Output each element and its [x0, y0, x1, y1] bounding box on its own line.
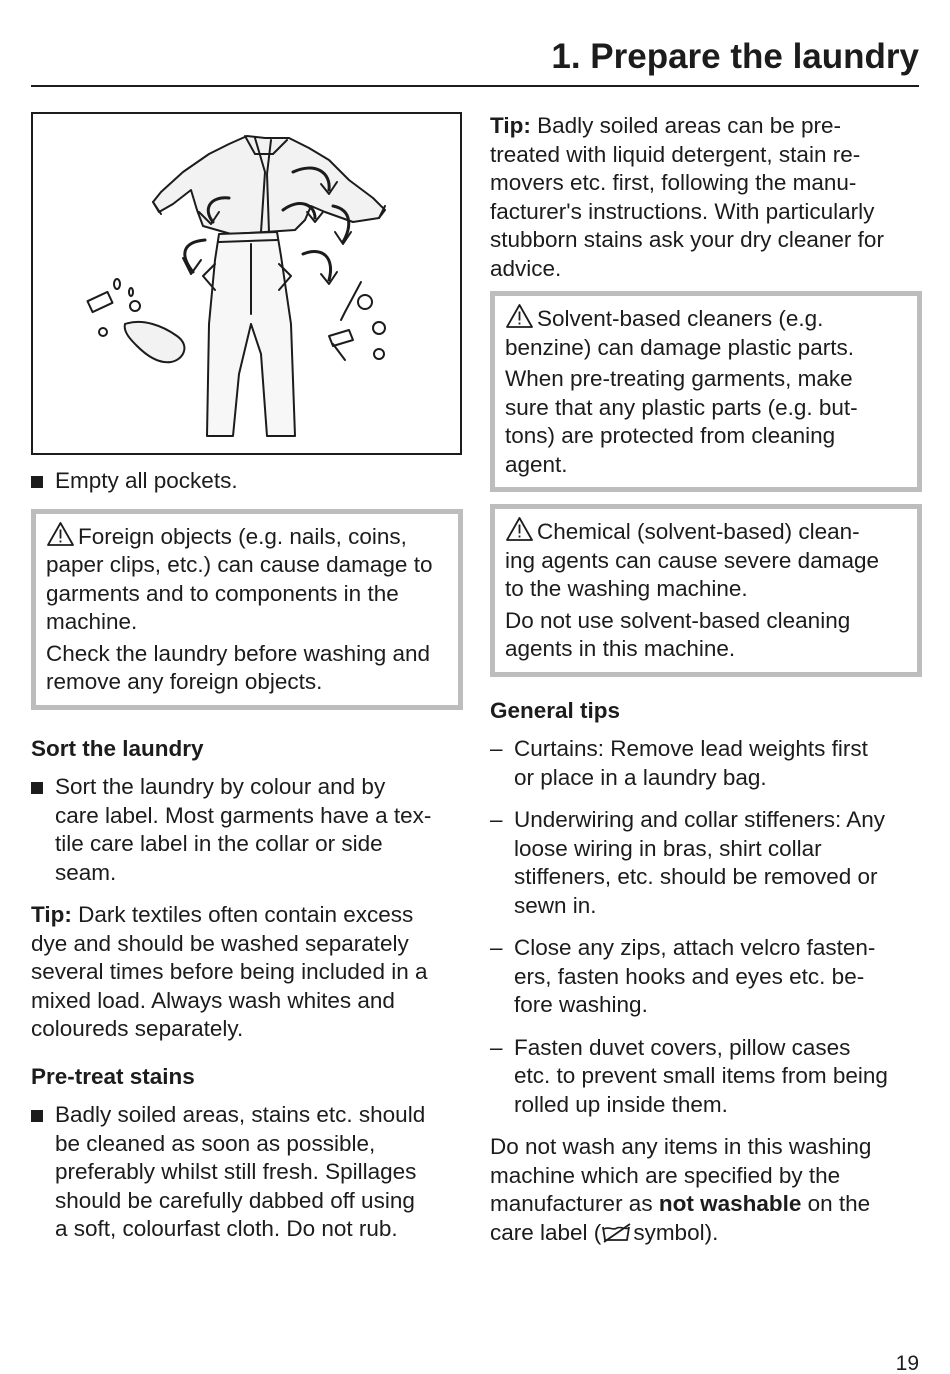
tip-badly-soiled [490, 112, 922, 283]
dash-marker: – [490, 736, 503, 761]
warning-line: Chemical (solvent-based) clean- [537, 519, 860, 544]
header-rule [31, 85, 919, 87]
solvent-warning [490, 291, 922, 492]
tip-line: several times before being included in a [31, 959, 428, 984]
tip-line: sewn in. [514, 892, 597, 918]
tip-line: coloureds separately. [31, 1016, 244, 1041]
warning-paragraph [505, 516, 906, 604]
tip-line: Badly soiled areas can be pre- [537, 113, 842, 138]
warning-triangle-icon [505, 516, 534, 542]
warning-line: Do not use solvent-based cleaning [505, 607, 851, 633]
tip-line: stubborn stains ask your dry cleaner for [490, 227, 884, 252]
general-tip-item [490, 806, 922, 920]
foreign-objects-warning [31, 509, 463, 710]
general-tip-item [490, 735, 922, 792]
text-line: machine which are specified by the [490, 1162, 841, 1188]
bullet-square-icon [31, 782, 43, 794]
tip-line: Underwiring and collar stiffeners: Any [514, 807, 886, 832]
tip-line: mixed load. Always wash whites and [31, 987, 395, 1013]
tip-line: Close any zips, attach velcro fasten- [514, 935, 876, 960]
tip-dark-textiles [31, 901, 463, 1044]
sort-line: tile care label in the collar or side [55, 831, 383, 856]
sort-line: care label. Most garments have a tex- [55, 802, 432, 828]
tip-line: ers, fasten hooks and eyes etc. be- [514, 963, 865, 989]
warning-line: tons) are protected from cleaning [505, 423, 836, 448]
empty-pockets-illustration [31, 112, 462, 455]
sort-bullet [31, 773, 463, 887]
right-column [490, 112, 922, 1247]
empty-pockets-text: Empty all pockets. [55, 468, 238, 493]
warning-paragraph [46, 521, 447, 637]
warning-line: ing agents can cause severe damage [505, 547, 879, 573]
warning-line: sure that any plastic parts (e.g. but- [505, 394, 858, 420]
tip-line: Curtains: Remove lead weights first [514, 736, 868, 761]
text-line: manufacturer as [490, 1191, 653, 1216]
tip-label: Tip: [490, 113, 531, 138]
bullet-square-icon [31, 476, 43, 488]
text-line: care label ( [490, 1219, 602, 1245]
dash-marker: – [490, 807, 503, 832]
not-washable-paragraph [490, 1133, 922, 1247]
tip-line: loose wiring in bras, shirt collar [514, 835, 822, 861]
tip-label: Tip: [31, 902, 72, 927]
pretreat-bullet [31, 1101, 463, 1244]
pretreat-line: a soft, colourfast cloth. Do not rub. [55, 1216, 398, 1241]
not-washable-emphasis: not washable [658, 1191, 802, 1216]
warning-line: to the washing machine. [505, 576, 748, 601]
sort-line: Sort the laundry by colour and by [55, 774, 386, 799]
pretreat-line: be cleaned as soon as possible, [55, 1130, 376, 1156]
warning-paragraph [505, 303, 906, 362]
warning-line: agent. [505, 451, 568, 477]
general-tip-item [490, 934, 922, 1020]
warning-line: When pre-treating garments, make [505, 366, 853, 391]
tip-line: fore washing. [514, 992, 648, 1017]
tip-line: treated with liquid detergent, stain re- [490, 141, 861, 167]
warning-line: agents in this machine. [505, 636, 736, 661]
sort-line: seam. [55, 859, 117, 885]
tip-line: Dark textiles often contain excess [78, 902, 414, 927]
tip-line: dye and should be washed separately [31, 930, 409, 956]
tip-line: stiffeners, etc. should be removed or [514, 864, 878, 889]
general-tip-item [490, 1034, 922, 1120]
tip-line: facturer's instructions. With particularly [490, 198, 875, 224]
tip-line: advice. [490, 255, 562, 281]
page-title: 1. Prepare the laundry [551, 37, 919, 76]
warning-line: Solvent-based cleaners (e.g. [537, 306, 824, 331]
do-not-wash-icon [601, 1223, 633, 1243]
tip-line: Fasten duvet covers, pillow cases [514, 1034, 851, 1060]
chemical-warning [490, 504, 922, 677]
empty-pockets-bullet [31, 467, 463, 496]
pretreat-line: should be carefully dabbed off using [55, 1187, 415, 1213]
pretreat-line: Badly soiled areas, stains etc. should [55, 1102, 426, 1127]
warning-triangle-icon [46, 521, 75, 547]
pretreat-heading: Pre-treat stains [31, 1063, 195, 1089]
tip-line: etc. to prevent small items from being [514, 1063, 888, 1088]
text-line: on the [807, 1191, 871, 1216]
dash-marker: – [490, 935, 503, 960]
warning-triangle-icon [505, 303, 534, 329]
foreign-warning-p1: Foreign objects (e.g. nails, coins, paper clips, etc.) can cause damage to garments and to components in the machine. [46, 523, 433, 634]
page-number: 19 [895, 1352, 919, 1374]
warning-line: benzine) can damage plastic parts. [505, 334, 854, 360]
bullet-square-icon [31, 1110, 43, 1122]
left-column [31, 112, 463, 1244]
dash-marker: – [490, 1034, 503, 1060]
text-line: Do not wash any items in this washing [490, 1134, 872, 1159]
general-tips-heading: General tips [490, 697, 621, 723]
warning-paragraph [505, 607, 906, 664]
sort-heading: Sort the laundry [31, 735, 204, 761]
pretreat-line: preferably whilst still fresh. Spillages [55, 1159, 417, 1184]
foreign-warning-p2: Check the laundry before washing and remove any foreign objects. [46, 640, 430, 694]
tip-line: or place in a laundry bag. [514, 764, 767, 790]
tip-line: movers etc. first, following the manu- [490, 170, 857, 195]
text-line: symbol). [633, 1219, 719, 1245]
tip-line: rolled up inside them. [514, 1091, 728, 1117]
warning-paragraph [505, 365, 906, 479]
